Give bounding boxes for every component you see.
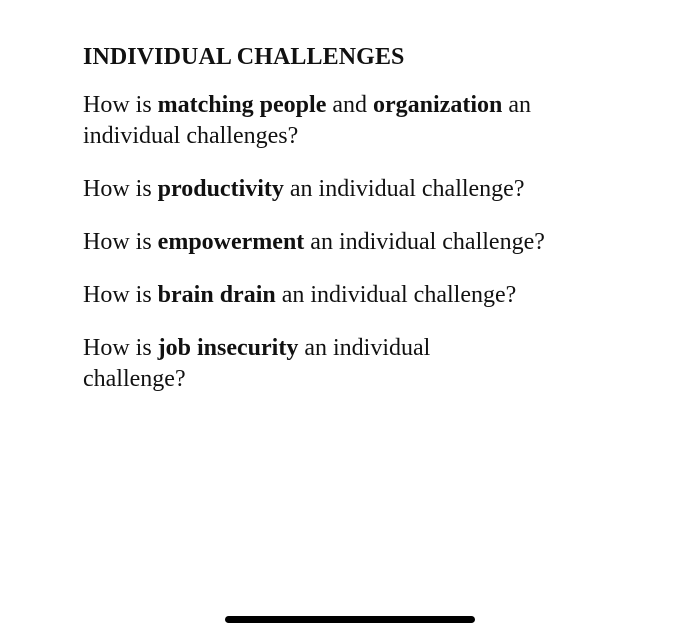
question-text: an individual challenge? bbox=[83, 335, 431, 392]
question-keyword: job insecurity bbox=[157, 335, 299, 361]
question-text: an individual challenge? bbox=[275, 282, 517, 308]
home-indicator-bar[interactable] bbox=[225, 616, 475, 623]
question-matching-people bbox=[83, 90, 623, 152]
page-title: INDIVIDUAL CHALLENGES bbox=[83, 44, 405, 70]
question-keyword: matching people bbox=[157, 92, 327, 118]
question-keyword: productivity bbox=[157, 176, 284, 202]
question-text: How is bbox=[83, 335, 158, 361]
question-job-insecurity bbox=[83, 333, 503, 395]
document-content bbox=[83, 42, 643, 417]
question-text: How is bbox=[83, 92, 158, 118]
question-productivity bbox=[83, 174, 643, 205]
question-text: an individual challenges? bbox=[83, 92, 531, 149]
question-text: How is bbox=[83, 176, 158, 202]
question-keyword: brain drain bbox=[157, 282, 276, 308]
question-text: How is bbox=[83, 282, 158, 308]
question-brain-drain bbox=[83, 280, 643, 311]
question-text: an individual challenge? bbox=[304, 229, 545, 255]
question-text: an individual challenge? bbox=[283, 176, 525, 202]
question-keyword: empowerment bbox=[157, 229, 305, 255]
question-text: How is bbox=[83, 229, 158, 255]
question-text: and bbox=[326, 92, 373, 118]
question-keyword: organization bbox=[373, 92, 503, 118]
question-empowerment bbox=[83, 227, 643, 258]
